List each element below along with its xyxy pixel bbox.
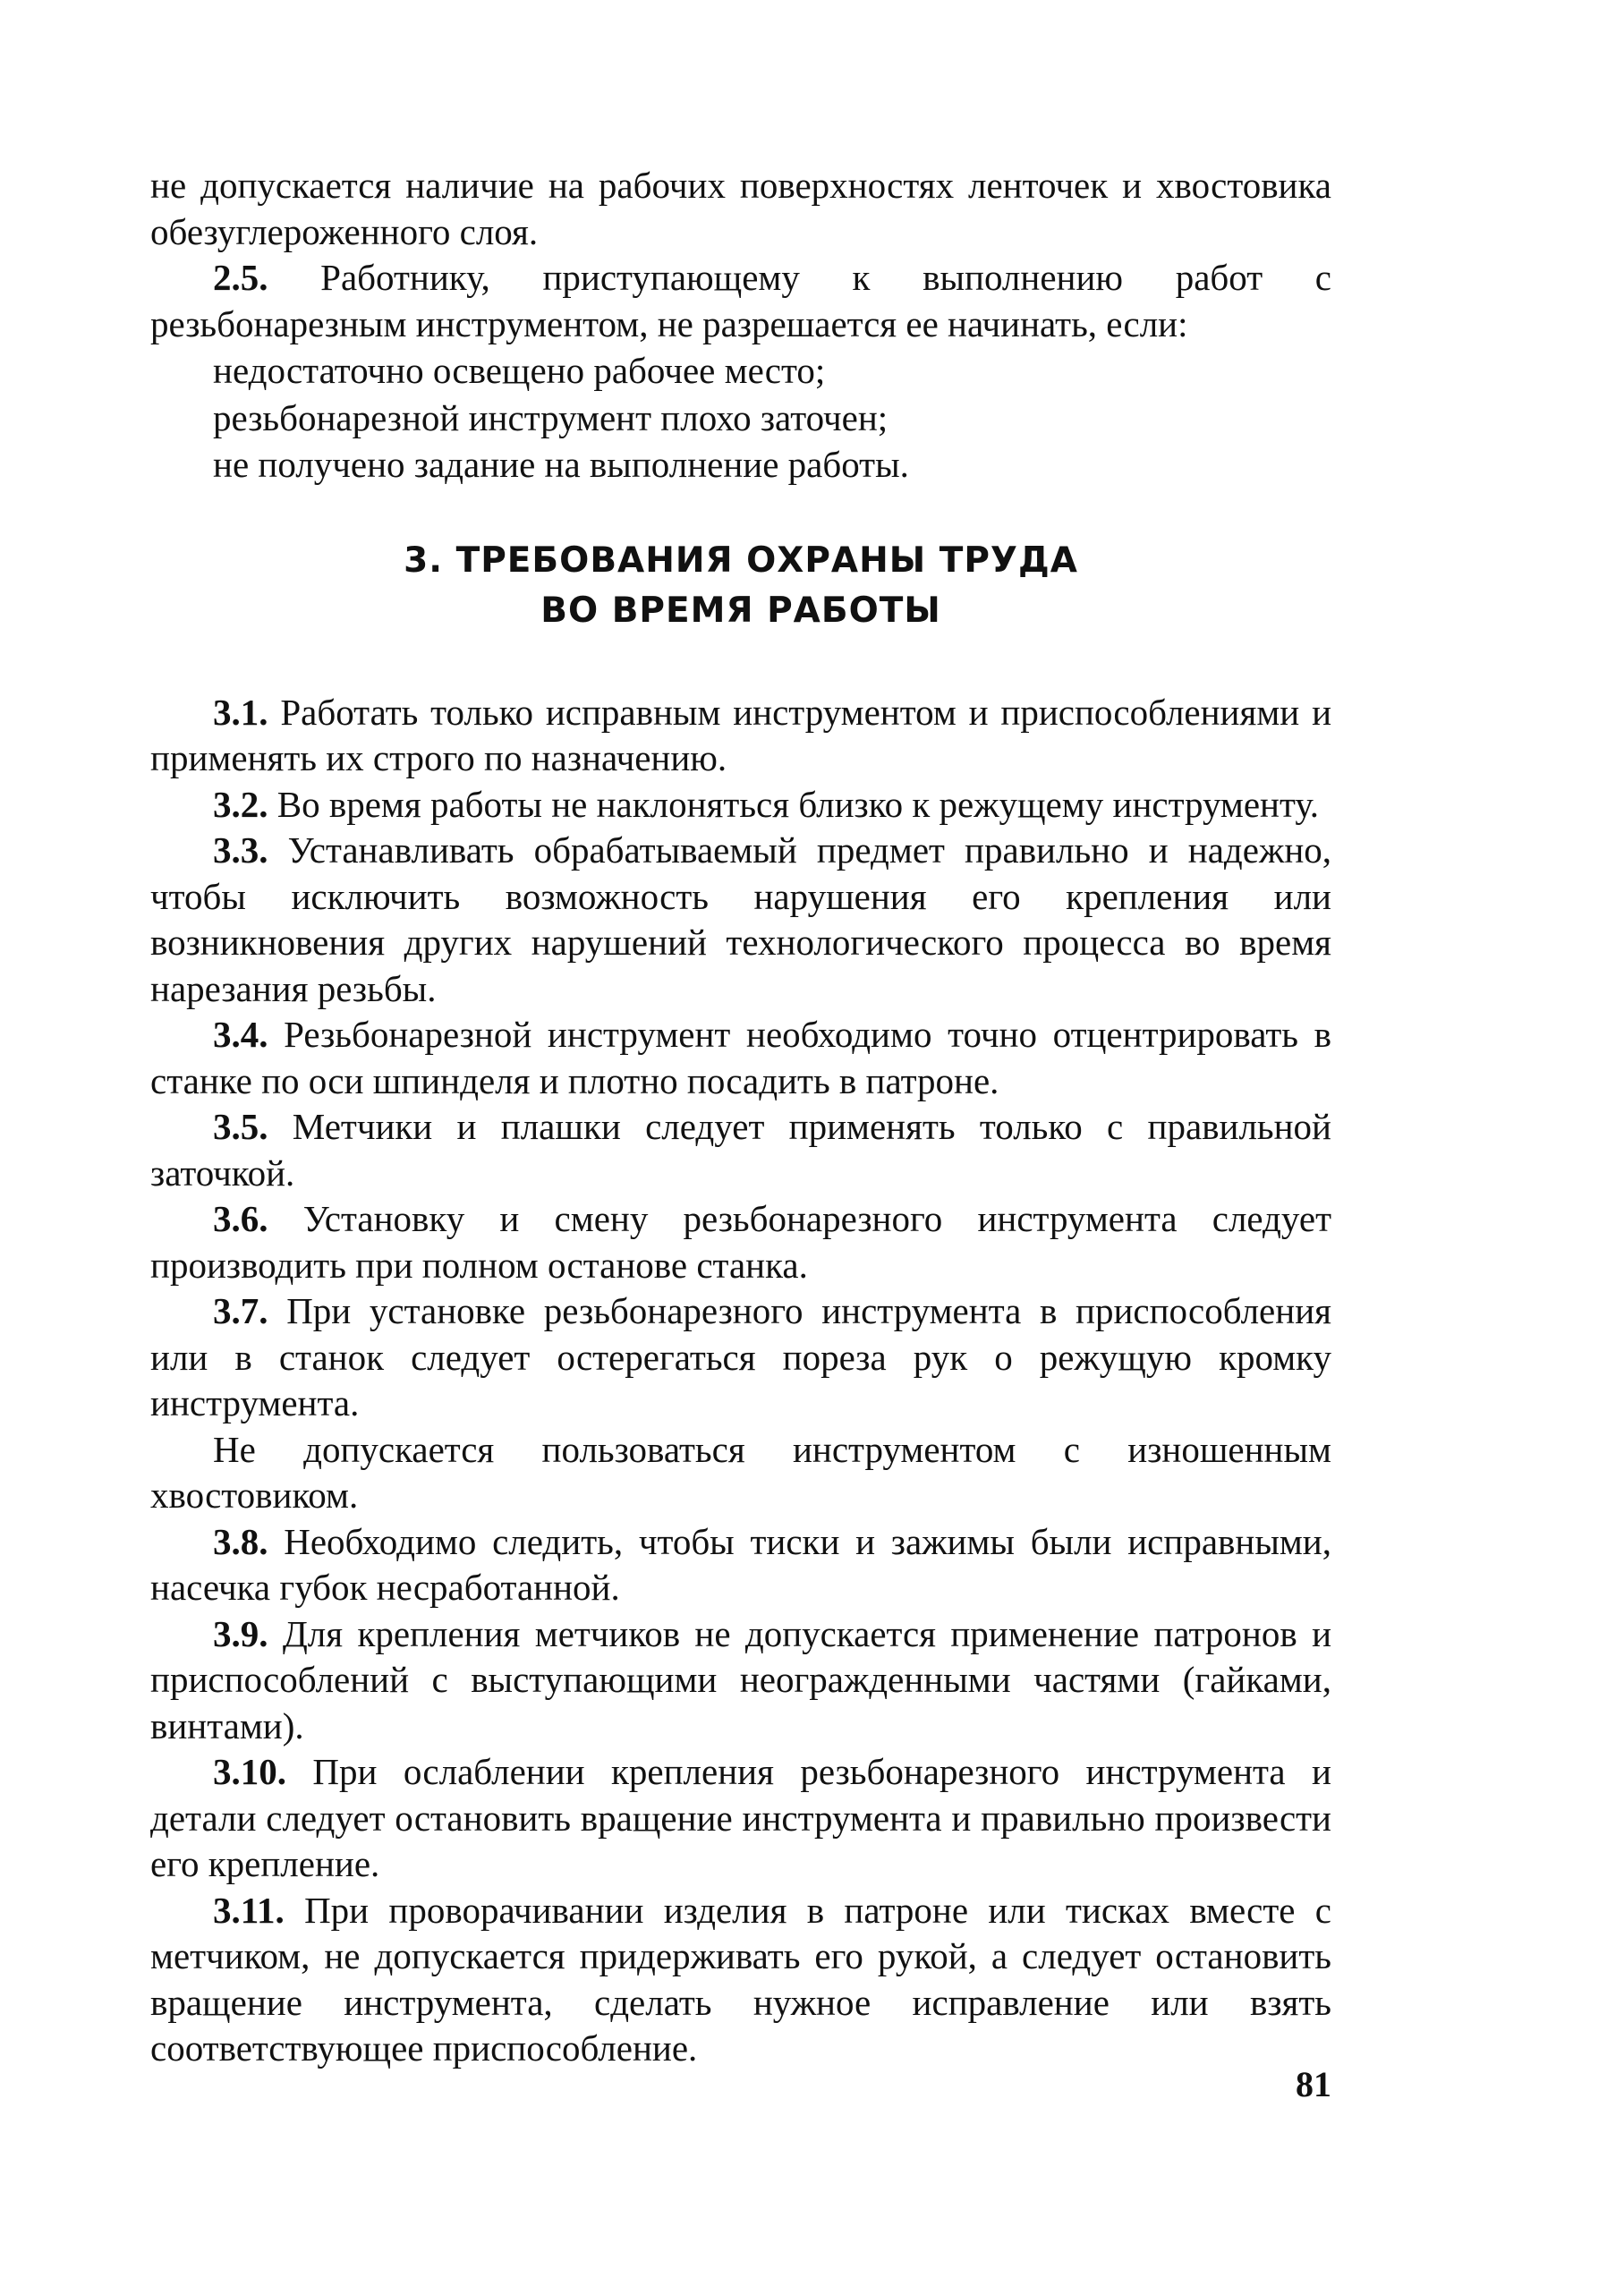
page-number: 81	[1296, 2064, 1331, 2104]
list-item: недостаточно освещено рабочее место;	[213, 350, 826, 391]
item-number: 3.10.	[213, 1751, 286, 1792]
item-number: 3.1.	[213, 691, 268, 733]
item-number: 3.3.	[213, 829, 268, 871]
paragraph-3-1	[150, 690, 1331, 782]
item-number: 3.5.	[213, 1106, 268, 1147]
item-text: При ослаблении крепления резьбонарезного инструмента и детали следует остановить вращение инструмента и правильно произвести его крепление.	[150, 1751, 1331, 1884]
item-text: Резьбонарезной инструмент необходимо точно отцентрировать в станке по оси шпинделя и плотно посадить в патроне.	[150, 1014, 1332, 1101]
item-number: 3.4.	[213, 1014, 268, 1055]
item-text: При проворачивании изделия в патроне или тисках вместе с метчиком, не допускается придерживать его рукой, а следует остановить вращение инструмента, сделать нужное исправление или взять соответствующее приспособление.	[150, 1889, 1332, 2069]
item-text: Во время работы не наклоняться близко к режущему инструменту.	[276, 783, 1320, 825]
item-number: 3.6.	[213, 1198, 268, 1239]
item-number: 3.2.	[213, 783, 268, 825]
paragraph-3-2	[150, 782, 1331, 829]
paragraph-2-5	[150, 255, 1331, 347]
item-number: 3.8.	[213, 1520, 268, 1562]
list-item: не получено задание на выполнение работы.	[213, 444, 909, 485]
item-text: Работнику, приступающему к выполнению работ с резьбонарезным инструментом, не разрешается ее начинать, если:	[150, 257, 1331, 344]
paragraph-3-10	[150, 1749, 1331, 1888]
item-number: 2.5.	[213, 257, 268, 298]
item-text: Не допускается пользоваться инструментом с изношенным хвостовиком.	[150, 1428, 1331, 1516]
paragraph-3-7-note	[150, 1427, 1331, 1519]
item-text: Метчики и плашки следует применять только с правильной заточкой.	[150, 1106, 1331, 1194]
paragraph-3-7	[150, 1288, 1331, 1427]
list-item: резьбонарезной инструмент плохо заточен;	[213, 396, 889, 438]
paragraph-3-3	[150, 828, 1331, 1012]
continuation-paragraph: не допускается наличие на рабочих поверхностях ленточек и хвостовика обезуглероженного слоя.	[150, 165, 1331, 252]
item-text: Установку и смену резьбонарезного инструмента следует производить при полном останове станка.	[150, 1198, 1331, 1286]
paragraph-3-4	[150, 1012, 1331, 1104]
page-body	[150, 163, 1331, 2072]
item-text: Устанавливать обрабатываемый предмет правильно и надежно, чтобы исключить возможность нарушения его крепления или возникновения других нарушений технологического процесса во время нарезания резьбы.	[150, 829, 1332, 1009]
paragraph-3-8	[150, 1519, 1331, 1611]
paragraph-3-9	[150, 1611, 1331, 1750]
paragraph-3-6	[150, 1196, 1331, 1288]
section-heading	[150, 536, 1331, 636]
item-text: Работать только исправным инструментом и приспособлениями и применять их строго по назначению.	[150, 691, 1332, 778]
paragraph-3-5	[150, 1104, 1331, 1196]
item-text: При установке резьбонарезного инструмента в приспособления или в станок следует остерегаться пореза рук о режущую кромку инструмента.	[150, 1290, 1331, 1423]
item-text: Для крепления метчиков не допускается применение патронов и приспособлений с выступающими неогражденными частями (гайками, винтами).	[150, 1612, 1332, 1746]
paragraph-3-11	[150, 1888, 1331, 2072]
item-number: 3.9.	[213, 1612, 268, 1654]
section-heading-line-2: ВО ВРЕМЯ РАБОТЫ	[540, 590, 941, 631]
item-number: 3.7.	[213, 1290, 268, 1331]
section-heading-line-1: 3. ТРЕБОВАНИЯ ОХРАНЫ ТРУДА	[404, 540, 1078, 581]
item-number: 3.11.	[213, 1889, 285, 1931]
item-text: Необходимо следить, чтобы тиски и зажимы были исправными, насечка губок несработанной.	[150, 1520, 1331, 1608]
